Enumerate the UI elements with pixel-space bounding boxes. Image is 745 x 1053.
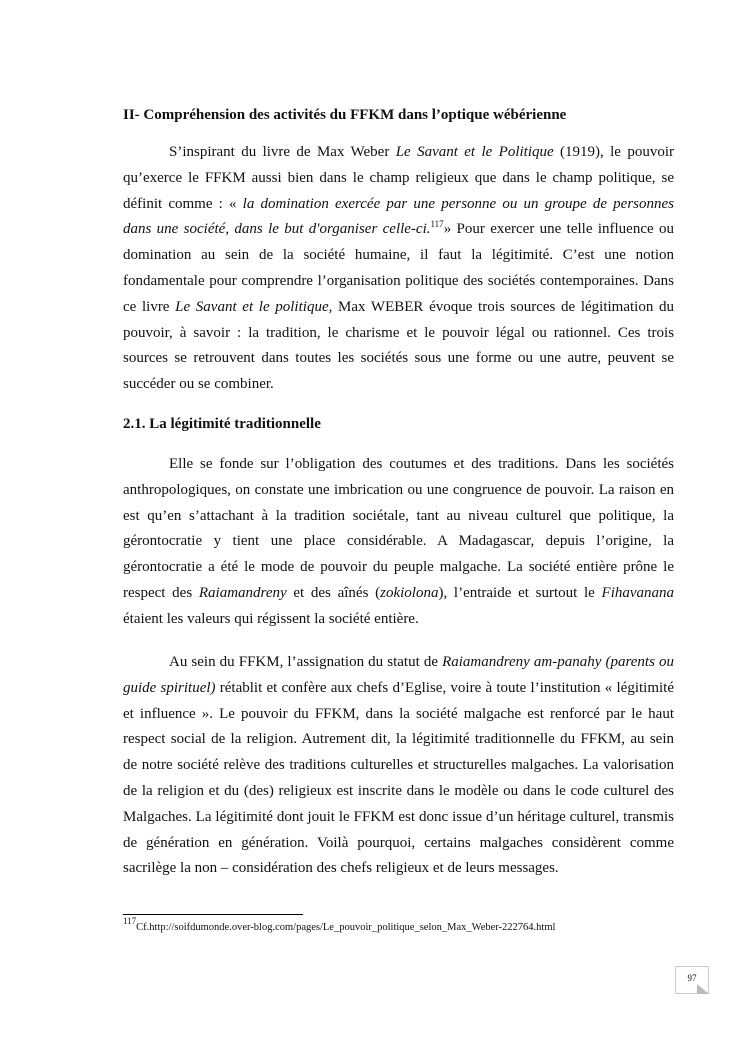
- text-segment: » Pour exercer une telle influence ou: [443, 221, 674, 238]
- text-line: [123, 607, 674, 633]
- text-line: [123, 727, 674, 753]
- text-segment: étaient les valeurs qui régissent la société entière.: [123, 610, 419, 627]
- italic-text: Raiamandreny am-panahy (parents ou: [442, 654, 674, 670]
- page-number-box: [675, 966, 709, 994]
- text-line: [123, 779, 674, 805]
- paragraph-weber-legitimacy: [123, 140, 674, 398]
- page-curl-icon: [697, 984, 709, 994]
- text-line: [123, 295, 674, 321]
- paragraph-traditional-legitimacy: [123, 452, 674, 633]
- text-line: [123, 650, 674, 676]
- text-segment: S’inspirant du livre de Max Weber: [169, 144, 396, 160]
- text-segment: respect social de la religion. Autrement dit, la légitimité traditionnelle du FFKM, au sein: [123, 731, 674, 748]
- page-number: 97: [687, 973, 697, 983]
- text-line: [123, 166, 674, 192]
- text-line: [123, 555, 674, 581]
- text-segment: Au sein du FFKM, l’assignation du statut de: [169, 654, 443, 670]
- text-segment: ), l’entraide et surtout le: [438, 584, 602, 601]
- text-line: [123, 192, 674, 218]
- text-segment: définit comme : «: [123, 195, 243, 212]
- text-line: [123, 504, 674, 530]
- italic-text: guide spirituel): [123, 679, 216, 696]
- text-line: [123, 269, 674, 295]
- text-segment: qu’exerce le FFKM aussi bien dans le champ religieux que dans le champ politique, se: [123, 169, 674, 186]
- text-line: [123, 478, 674, 504]
- text-line: [123, 321, 674, 347]
- text-segment: (1919), le pouvoir: [553, 144, 674, 160]
- footnote-link[interactable]: Cf.http://soifdumonde.over-blog.com/pages/Le_pouvoir_politique_selon_Max_Weber-222764.html: [136, 922, 556, 933]
- text-segment: sacrilège la non – considération des chefs religieux et de leurs messages.: [123, 860, 559, 877]
- text-segment: Malgaches. La légitimité dont jouit le FFKM est donc issue d’un héritage culturel, transmis: [123, 808, 674, 825]
- italic-text: dans une société, dans le but d'organiser celle-ci.: [123, 221, 431, 238]
- text-segment: fondamentale pour comprendre l’organisation politique des sociétés contemporaines. Dans: [123, 272, 674, 289]
- text-segment: domination au sein de la société humaine, il faut la légitimité. C’est une notion: [123, 247, 674, 264]
- text-line: [123, 856, 674, 882]
- footnote-reference[interactable]: 117: [430, 219, 444, 230]
- text-segment: est qu’en s’attachant à la tradition sociétale, tant au niveau culturel que politique, la: [123, 507, 674, 524]
- italic-text: la domination exercée par une personne ou un groupe de personnes: [242, 195, 674, 212]
- text-segment: et des aînés (: [286, 584, 381, 601]
- text-segment: anthropologiques, on constate une imbrication ou une congruence de pouvoir. La raison en: [123, 481, 674, 498]
- text-line: [123, 676, 674, 702]
- italic-text: zokiolona: [380, 584, 439, 601]
- italic-text: Le Savant et le politique,: [175, 298, 333, 315]
- text-line: [123, 805, 674, 831]
- text-segment: et influence ». Le pouvoir du FFKM, dans la société malgache est renforcé par le haut: [123, 705, 674, 722]
- italic-text: Fihavanana: [601, 584, 675, 601]
- footnote-number: 117: [123, 916, 137, 926]
- text-segment: gérontocratie y tient une place considérable. A Madagascar, depuis l’origine, la: [123, 533, 674, 550]
- text-segment: de génération en génération. Voilà pourquoi, certains malgaches considèrent comme: [123, 834, 674, 851]
- text-segment: Max WEBER évoque trois sources de légitimation du: [332, 298, 674, 315]
- text-line: [123, 831, 674, 857]
- text-segment: pouvoir, à savoir : la tradition, le charisme et le pouvoir légal ou rationnel. Ces trois: [123, 324, 674, 341]
- text-line: [123, 243, 674, 269]
- footnote-separator: [123, 914, 303, 915]
- text-line: [123, 452, 674, 478]
- text-segment: rétablit et confère aux chefs d’Eglise, voire à toute l’institution « légitimité: [215, 679, 674, 696]
- text-segment: succéder ou se combiner.: [123, 376, 274, 393]
- paragraph-ffkm-legitimacy: [123, 650, 674, 882]
- text-line: [123, 346, 674, 372]
- text-segment: de notre société relève des traditions culturelles et structurelles malgaches. La valorisation: [123, 757, 674, 774]
- text-segment: ce livre: [123, 298, 176, 315]
- text-segment: Elle se fonde sur l’obligation des coutumes et des traditions. Dans les sociétés: [169, 456, 674, 472]
- text-segment: de la religion et du (des) religieux est inscrite dans le modèle ou dans le code culturel des: [123, 782, 674, 799]
- subsection-title: 2.1. La légitimité traditionnelle: [123, 416, 321, 432]
- italic-text: Raiamandreny: [198, 584, 287, 601]
- text-line: [123, 581, 674, 607]
- text-segment: respect des: [123, 584, 199, 601]
- text-line: [123, 529, 674, 555]
- text-segment: gérontocratie a été le mode de pouvoir du peuple malgache. La société entière prône le: [123, 559, 674, 576]
- text-segment: sources se retrouvent dans toutes les sociétés sous une forme ou une autre, peuvent se: [123, 350, 674, 367]
- text-line: [123, 372, 674, 398]
- text-line: [123, 140, 674, 166]
- italic-text: Le Savant et le Politique: [395, 144, 554, 160]
- text-line: [123, 753, 674, 779]
- footnote: [123, 916, 556, 933]
- text-line: [123, 217, 674, 243]
- section-title: II- Compréhension des activités du FFKM dans l’optique wébérienne: [123, 107, 567, 123]
- text-line: [123, 702, 674, 728]
